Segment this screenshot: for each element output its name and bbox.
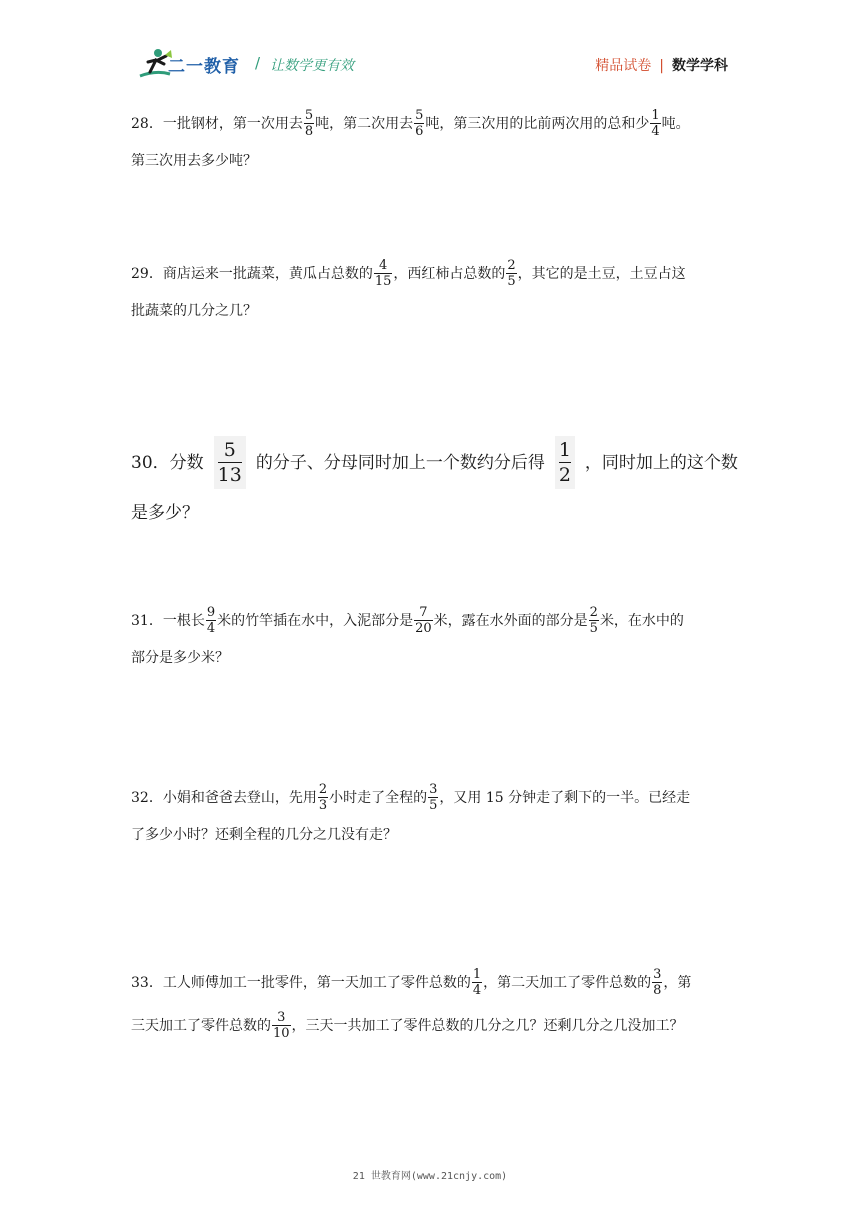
numerator: 5	[223, 439, 236, 461]
numerator: 4	[378, 258, 388, 273]
denominator: 4	[206, 621, 216, 636]
question-line	[131, 782, 731, 813]
question-line	[131, 967, 731, 998]
numerator: 1	[472, 967, 482, 982]
question-line	[131, 825, 731, 845]
question-text: 是多少？	[131, 503, 199, 523]
question-line	[131, 503, 731, 523]
question-text: ，又用 15 分钟走了剩下的一半。已经走	[439, 789, 691, 806]
denominator: 15	[374, 274, 392, 289]
question-text: 米，在水中的	[599, 612, 684, 629]
denominator: 4	[651, 124, 660, 139]
question-text: 商店运来一批蔬菜，黄瓜占总数的	[162, 265, 373, 282]
slogan: 让数学更有效	[270, 58, 354, 74]
question-line	[131, 108, 731, 139]
fraction	[414, 605, 433, 636]
question-text: 小时走了全程的	[329, 789, 428, 806]
question-number: 31．	[131, 612, 163, 629]
question-number: 30．	[131, 452, 170, 473]
header-right	[595, 55, 728, 75]
question-number: 28．	[131, 115, 163, 132]
question-line	[131, 436, 738, 489]
question-number: 32．	[131, 789, 163, 806]
question-text: ，同时加上的这个数	[584, 452, 738, 473]
question-text: 米的竹竿插在水中，入泥部分是	[217, 612, 414, 629]
question-text: ，其它的是土豆，土豆占这	[517, 265, 686, 282]
question-text: 第三次用去多少吨？	[131, 153, 257, 169]
fraction	[555, 436, 575, 489]
denominator: 8	[304, 124, 314, 139]
numerator: 3	[277, 1010, 286, 1025]
fraction	[650, 108, 660, 139]
question-text: 吨，第三次用的比前两次用的总和少	[425, 115, 650, 132]
question-number: 29．	[131, 265, 163, 282]
denominator: 2	[558, 464, 571, 486]
numerator: 2	[589, 605, 598, 620]
question-text: 了多少小时？还剩全程的几分之几没有走？	[131, 827, 397, 843]
question-text: 批蔬菜的几分之几？	[131, 303, 257, 319]
question-text: 吨，第二次用去	[315, 115, 414, 132]
question-text: 米，露在水外面的部分是	[433, 612, 588, 629]
numerator: 5	[304, 108, 314, 123]
question-28	[131, 108, 731, 171]
question-32	[131, 782, 731, 845]
fraction	[506, 258, 516, 289]
fraction	[206, 605, 216, 636]
numerator: 7	[419, 605, 428, 620]
question-text: ，西红柿占总数的	[393, 265, 506, 282]
question-line	[131, 151, 731, 171]
paper-label: 精品试卷	[595, 58, 652, 74]
question-text: 的分子、分母同时加上一个数约分后得	[255, 452, 545, 473]
question-text: 部分是多少米？	[131, 650, 229, 666]
question-31	[131, 605, 731, 668]
numerator: 2	[507, 258, 516, 273]
question-text: 吨。	[661, 115, 690, 132]
page-header	[0, 0, 860, 90]
question-text: ，三天一共加工了零件总数的几分之几？还剩几分之几没加工？	[291, 1017, 684, 1034]
header-separator: |	[659, 58, 664, 74]
question-text: 三天加工了零件总数的	[131, 1017, 271, 1034]
question-text: ，第	[663, 974, 692, 991]
logo-text: 二一教育	[168, 57, 240, 77]
fraction	[414, 108, 424, 139]
numerator: 2	[318, 782, 328, 797]
numerator: 5	[415, 108, 424, 123]
numerator: 9	[206, 605, 216, 620]
denominator: 4	[472, 983, 482, 998]
question-text: 小娟和爸爸去登山，先用	[162, 789, 317, 806]
question-text: 分数	[169, 452, 204, 473]
fraction	[374, 258, 393, 289]
denominator: 3	[318, 798, 328, 813]
denominator: 20	[415, 621, 432, 636]
question-30	[131, 436, 738, 523]
question-number: 33．	[131, 974, 163, 991]
denominator: 8	[653, 983, 662, 998]
question-29	[131, 258, 731, 321]
question-line	[131, 258, 731, 289]
question-text: 工人师傅加工一批零件，第一天加工了零件总数的	[162, 974, 471, 991]
question-text: 一根长	[162, 612, 205, 629]
denominator: 6	[415, 124, 424, 139]
fraction	[304, 108, 314, 139]
numerator: 3	[429, 782, 438, 797]
question-line	[131, 648, 731, 668]
numerator: 3	[653, 967, 662, 982]
fraction	[428, 782, 438, 813]
question-33	[131, 967, 731, 1041]
fraction	[652, 967, 662, 998]
question-text: ，第二天加工了零件总数的	[483, 974, 652, 991]
denominator: 5	[429, 798, 438, 813]
numerator: 1	[558, 439, 571, 461]
slogan-divider: /	[255, 54, 261, 72]
denominator: 5	[507, 274, 516, 289]
fraction	[272, 1010, 291, 1041]
page-footer: 21 世教育网(www.21cnjy.com)	[352, 1171, 508, 1182]
fraction	[214, 436, 246, 489]
question-line	[131, 301, 731, 321]
question-line	[131, 605, 731, 636]
question-text: 一批钢材，第一次用去	[162, 115, 303, 132]
denominator: 10	[273, 1026, 290, 1041]
denominator: 13	[217, 464, 242, 486]
denominator: 5	[589, 621, 598, 636]
fraction	[589, 605, 599, 636]
question-line	[131, 1010, 731, 1041]
fraction	[472, 967, 482, 998]
fraction	[318, 782, 328, 813]
numerator: 1	[651, 108, 660, 123]
subject-label: 数学学科	[672, 58, 728, 74]
